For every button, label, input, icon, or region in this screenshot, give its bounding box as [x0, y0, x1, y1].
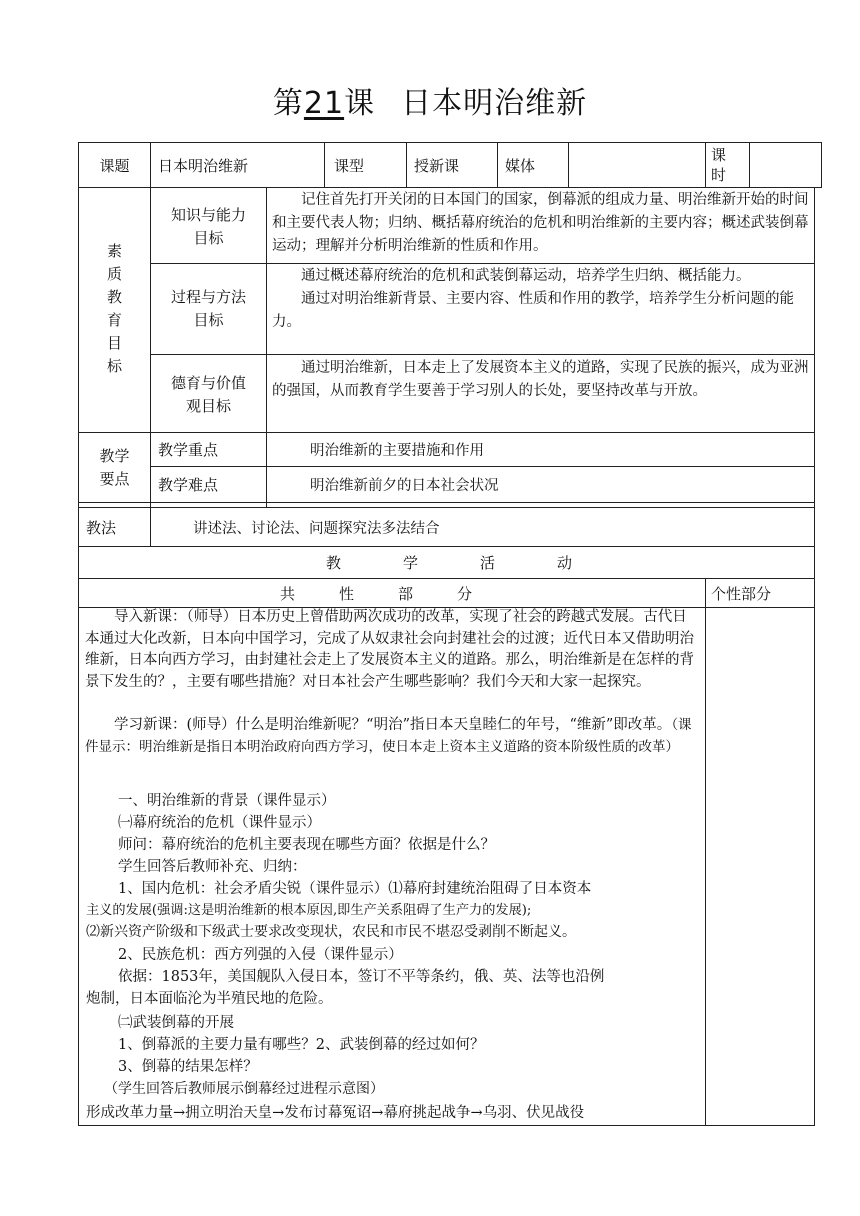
key-points-line-2: 要点	[99, 470, 130, 488]
difficulty-text: 明治维新前夕的日本社会状况	[310, 478, 499, 494]
period-label	[711, 145, 749, 185]
slide-note: （学生回答后教师展示倒幕经过进程示意图）	[104, 1081, 384, 1097]
intro-paragraph	[85, 607, 701, 693]
goals-char: 素	[106, 242, 122, 260]
teacher-question: 师问：幕府统治的危机主要表现在哪些方面？依据是什么？	[118, 837, 495, 853]
type-label: 课型	[334, 156, 365, 175]
knowledge-goal-text	[272, 189, 810, 258]
topic-value: 日本明治维新	[158, 156, 249, 175]
process-text-1: 通过概述幕府统治的危机和武装倒幕运动，培养学生归纳、概括能力。	[301, 268, 751, 284]
values-text: 通过明治维新，日本走上了发展资本主义的道路，实现了民族的振兴，成为亚洲的强国，从而教育学生要善于学习别人的长处，要坚持改革与开放。	[272, 360, 809, 399]
crisis-heading: ㈠幕府统治的危机（课件显示）	[118, 815, 321, 831]
intro-title: 导入新课：	[114, 609, 187, 625]
focus-label: 教学重点	[158, 441, 219, 459]
goals-char: 育	[106, 311, 122, 329]
national-crisis-line: 2、民族危机：西方列强的入侵（课件显示）	[118, 947, 403, 963]
method-text: 讲述法、讨论法、问题探究法多法结合	[193, 520, 440, 537]
method-label: 教法	[86, 518, 117, 537]
goals-char: 目	[106, 334, 122, 352]
type-value: 授新课	[414, 156, 460, 175]
student-answer-note: 学生回答后教师补充、归纳：	[118, 859, 307, 875]
goals-char: 标	[106, 357, 122, 375]
new-lesson-text: (师导）什么是明治维新呢？“明治”指日本天皇睦仁的年号，“维新”即改革。	[186, 717, 672, 733]
key-points-label	[79, 445, 150, 491]
process-label-line-2: 目标	[193, 311, 224, 329]
overthrow-questions-2: 3、倒幕的结果怎样？	[118, 1059, 258, 1075]
lesson-number: 21	[303, 86, 345, 121]
activity-header: 教学活动	[325, 554, 634, 572]
domestic-crisis-line-3: ⑵新兴资产阶级和下级武士要求改变现状，农民和市民不堪忍受剥削不断起义。	[86, 924, 576, 940]
personal-part-header: 个性部分	[711, 584, 772, 603]
process-text-2: 通过对明治维新背景、主要内容、性质和作用的教学，培养学生分析问题的能力。	[272, 291, 794, 330]
title-prefix: 第	[272, 86, 304, 121]
period-value	[755, 143, 815, 187]
new-lesson-paragraph	[85, 715, 701, 758]
process-goal-text	[272, 265, 810, 334]
knowledge-text: 记住首先打开关闭的日本国门的国家，倒幕派的组成力量、明治维新开始的时间和主要代表人物；归纳、概括幕府统治的危机和明治维新的主要内容；概述武装倒幕运动；理解并分析明治维新的性质和作用。	[272, 192, 809, 254]
common-part-header: 共性部分	[279, 584, 516, 603]
knowledge-label-line-2: 目标	[193, 229, 224, 247]
evidence-line-1: 依据：1853年，美国舰队入侵日本，签订不平等条约，俄、英、法等也沿例	[118, 969, 605, 985]
values-label-line-1: 德育与价值	[170, 374, 246, 392]
overthrow-flow: 形成改革力量→拥立明治天皇→发布讨幕冤诏→幕府挑起战争→乌羽、伏见战役	[86, 1105, 585, 1121]
values-label-line-2: 观目标	[185, 397, 231, 415]
focus-text: 明治维新的主要措施和作用	[310, 443, 484, 459]
background-heading: 一、明治维新的背景（课件显示）	[118, 793, 336, 809]
period-label-line-2: 时	[711, 166, 727, 184]
domestic-crisis-line-1: 1、国内危机：社会矛盾尖锐（课件显示）⑴幕府封建统治阻碍了日本资本	[118, 881, 592, 897]
new-lesson-slide: （课件显示：明治维新是指日本明治政府向西方学习，使日本走上资本主义道路的资本阶级性质的改革）	[85, 717, 692, 755]
difficulty-label: 教学难点	[158, 476, 219, 494]
goals-section-label	[79, 240, 150, 378]
values-goal-text	[272, 357, 810, 403]
key-points-line-1: 教学	[99, 447, 130, 465]
values-goal-label	[151, 372, 266, 418]
overthrow-questions-1: 1、倒幕派的主要力量有哪些？2、武装倒幕的经过如何？	[118, 1037, 485, 1053]
topic-label: 课题	[99, 156, 130, 175]
process-label-line-1: 过程与方法	[170, 288, 246, 306]
media-value	[576, 143, 705, 187]
new-lesson-title: 学习新课：	[114, 717, 187, 733]
armed-overthrow-heading: ㈡武装倒幕的开展	[118, 1015, 234, 1031]
process-goal-label	[151, 286, 266, 332]
goals-char: 教	[106, 288, 122, 306]
media-label: 媒体	[505, 156, 536, 175]
lesson-name: 日本明治维新	[401, 86, 588, 121]
intro-text: （师导）日本历史上曾借助两次成功的改革，实现了社会的跨越式发展。古代日本通过大化改新，日本向中国学习，完成了从奴隶社会向封建社会的过渡；近代日本又借助明治维新，日本向西方学习，由封建社会走上了发展资本主义的道路。那么，明治维新是在怎样的背景下发生的？，主要有哪些措施？对日本社会产生哪些影响？我们今天和大家一起探究。	[85, 609, 694, 690]
domestic-crisis-line-2: 主义的发展(强调:这是明治维新的根本原因,即生产关系阻碍了生产力的发展);	[86, 903, 532, 918]
knowledge-label-line-1: 知识与能力	[170, 206, 246, 224]
page-title	[0, 78, 860, 122]
knowledge-goal-label	[151, 204, 266, 250]
evidence-line-2: 炮制，日本面临沦为半殖民地的危险。	[86, 991, 333, 1007]
goals-char: 质	[106, 265, 122, 283]
title-suffix: 课	[344, 86, 376, 121]
period-label-line-1: 课	[711, 146, 727, 164]
